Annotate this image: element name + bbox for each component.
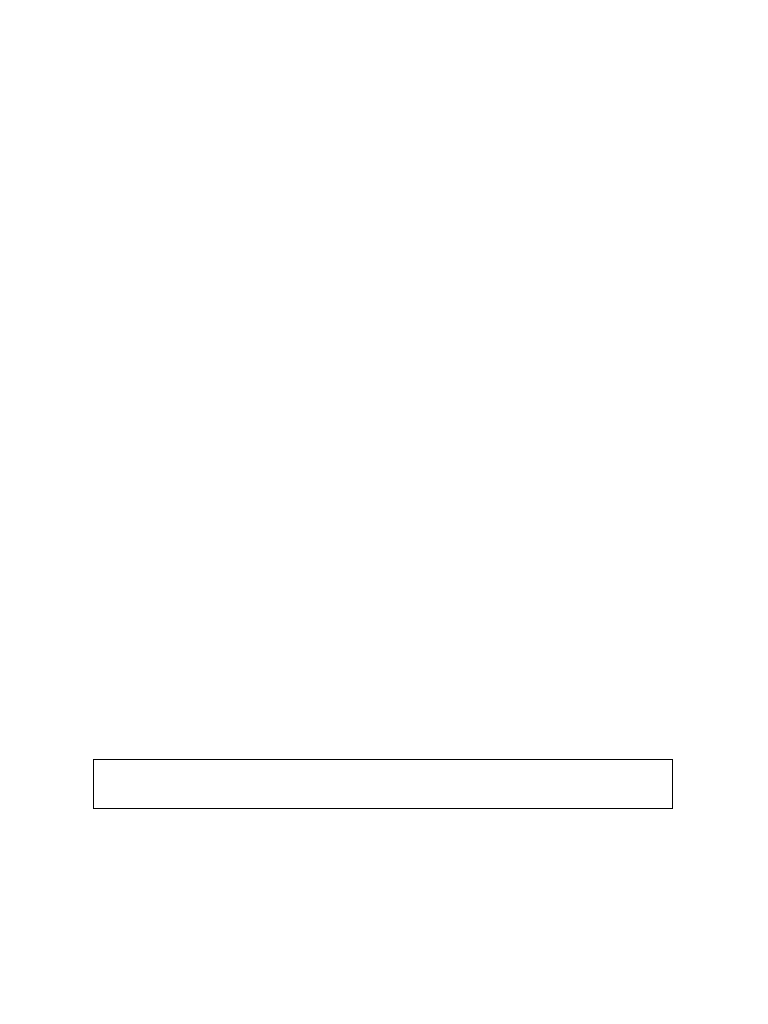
phrasal-verbs-box	[93, 759, 673, 809]
